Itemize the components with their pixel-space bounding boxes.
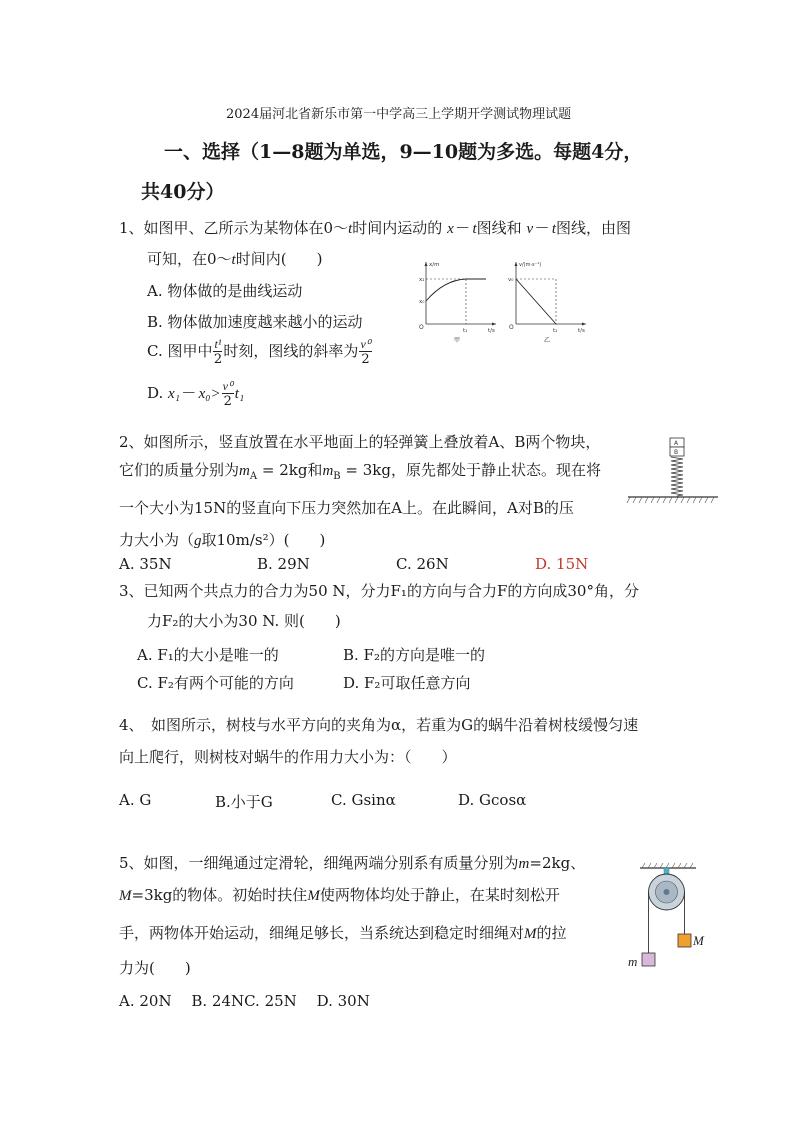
graph-xt-xlabel: t/s <box>488 328 495 334</box>
graph-vt-y0: v₀ <box>508 277 514 283</box>
q5-line1: 5、如图，一细绳通过定滑轮，细绳两端分别系有质量分别为m=2kg、 <box>119 854 586 872</box>
q4-line2: 向上爬行，则树枝对蜗牛的作用力大小为：（ ） <box>119 748 457 766</box>
graph-xt-origin: O <box>419 324 424 331</box>
q1-line1: 1、如图甲、乙所示为某物体在0～t时间内运动的 x－ t图线和 v－ t图线，由图 <box>119 219 632 237</box>
q2-line1: 2、如图所示，竖直放置在水平地面上的轻弹簧上叠放着A、B两个物块， <box>119 433 601 451</box>
q5-line4: 力为( ) <box>119 959 191 977</box>
q3-option-d: D. F₂可取任意方向 <box>343 674 471 692</box>
q5-line2: M=3kg的物体。初始时扶住M使两物体均处于静止，在某时刻松开 <box>119 886 560 904</box>
q2-option-a: A. 35N <box>119 555 172 573</box>
section-heading-line1: 一、选择（1—8题为单选，9—10题为多选。每题4分， <box>164 141 643 163</box>
block-a-label: A <box>674 440 679 447</box>
q1-line2: 可知，在0～t时间内( ) <box>147 250 323 268</box>
q4-option-d: D. Gcosα <box>458 791 527 809</box>
q3-option-c: C. F₂有两个可能的方向 <box>137 674 294 692</box>
graph-xt-y0: x₀ <box>419 299 425 305</box>
q2-option-b: B. 29N <box>257 555 310 573</box>
graph-vt-tick: t₁ <box>553 328 558 334</box>
q2-line4: 力大小为（g取10m/s²）( ) <box>119 531 326 549</box>
q1-option-d: D. x₁－ x₀> $\frac{\text{v⁰}}{2}$ t₁ <box>147 379 245 409</box>
fraction-v0-over-2: $\frac{\text{v⁰}}{2}$ <box>360 337 371 367</box>
graph-xt-caption: 甲 <box>454 337 461 344</box>
fraction-v0-over-2-d: $\frac{\text{v⁰}}{2}$ <box>222 379 233 409</box>
q1-option-b: B. 物体做加速度越来越小的运动 <box>147 313 363 331</box>
q1-option-a: A. 物体做的是曲线运动 <box>147 282 303 300</box>
q2-line2: 它们的质量分别为$m_A = 2kg$和$m_B = 3kg$，原先都处于静止状态。现在将 <box>119 461 601 482</box>
spring-blocks-figure <box>626 436 720 506</box>
graph-xt-tick: t₁ <box>463 328 468 334</box>
fraction-t1-over-2: $\frac{\text{t¹}}{2}$ <box>213 337 223 367</box>
pulley-figure <box>624 862 714 972</box>
graph-xt-figure <box>416 258 500 344</box>
graph-vt-xlabel: t/s <box>578 328 585 334</box>
q3-option-a: A. F₁的大小是唯一的 <box>137 646 279 664</box>
graph-vt-ylabel: v/(m·s⁻¹) <box>519 262 542 268</box>
paper-title: 2024届河北省新乐市第一中学高三上学期开学测试物理试题 <box>226 107 572 122</box>
q3-line2: 力F₂的大小为30 N. 则( ) <box>147 612 341 630</box>
q5-line3: 手，两物体开始运动，细绳足够长，当系统达到稳定时细绳对M的拉 <box>119 924 567 942</box>
q1-option-c: C. 图甲中 $\frac{\text{t¹}}{2}$ 时刻，图线的斜率为 $\frac{\text{v⁰}}{2}$ <box>147 337 371 367</box>
pulley-label-big-m: M <box>693 933 704 948</box>
section-heading-line2: 共40分） <box>141 181 225 203</box>
q2-option-d: D. 15N <box>535 555 589 573</box>
q4-option-a: A. G <box>119 791 152 809</box>
q5-options: A. 20N B. 24NC. 25N D. 30N <box>119 992 370 1010</box>
graph-vt-origin: O <box>509 324 514 331</box>
graph-xt-ylabel: x/m <box>429 262 440 268</box>
q3-line1: 3、已知两个共点力的合力为50 N，分力F₁的方向与合力F的方向成30°角，分 <box>119 582 639 600</box>
q4-option-b: B.小于G <box>215 793 273 811</box>
q2-option-c: C. 26N <box>396 555 449 573</box>
block-b-label: B <box>674 449 679 456</box>
graph-xt-y1: x₁ <box>419 277 425 283</box>
pulley-label-small-m: m <box>628 954 638 969</box>
q4-option-c: C. Gsinα <box>331 791 396 809</box>
graph-vt-figure <box>506 258 590 344</box>
q2-line3: 一个大小为15N的竖直向下压力突然加在A上。在此瞬间，A对B的压 <box>119 499 574 517</box>
graph-vt-caption: 乙 <box>544 337 551 344</box>
q4-line1: 4、 如图所示，树枝与水平方向的夹角为α，若重为G的蜗牛沿着树枝缓慢匀速 <box>119 716 639 734</box>
q3-option-b: B. F₂的方向是唯一的 <box>343 646 485 664</box>
